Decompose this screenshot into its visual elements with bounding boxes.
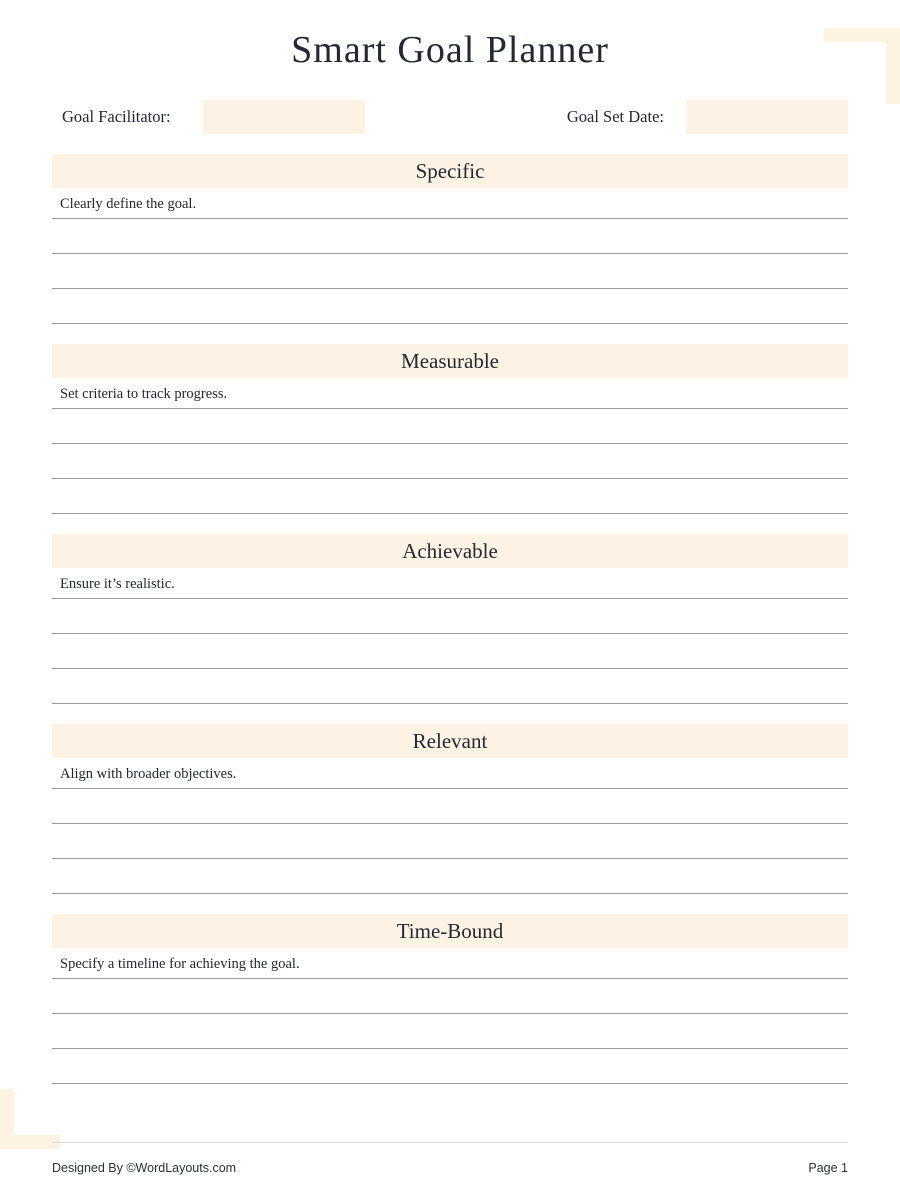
page-title: Smart Goal Planner <box>291 29 609 71</box>
answer-space[interactable] <box>52 634 848 668</box>
section-prompt: Specify a timeline for achieving the goal. <box>60 956 300 972</box>
section-achievable <box>52 534 848 704</box>
answer-space[interactable] <box>52 409 848 443</box>
answer-space[interactable] <box>52 789 848 823</box>
answer-space[interactable] <box>52 824 848 858</box>
section-relevant <box>52 724 848 894</box>
answer-line[interactable] <box>52 323 848 324</box>
answer-space[interactable] <box>52 859 848 893</box>
answer-space[interactable] <box>52 254 848 288</box>
answer-line[interactable] <box>52 703 848 704</box>
answer-line[interactable] <box>52 893 848 894</box>
answer-line[interactable] <box>52 513 848 514</box>
section-prompt: Set criteria to track progress. <box>60 386 228 402</box>
goal-facilitator-label: Goal Facilitator: <box>62 107 171 126</box>
section-heading: Time-Bound <box>52 914 848 948</box>
section-prompt: Clearly define the goal. <box>60 196 197 212</box>
meta-row <box>52 100 848 134</box>
document-page <box>0 28 900 1193</box>
footer <box>52 1161 848 1175</box>
section-specific <box>52 154 848 324</box>
section-heading: Specific <box>52 154 848 188</box>
section-heading: Measurable <box>52 344 848 378</box>
section-prompt: Ensure it’s realistic. <box>60 576 175 592</box>
corner-decoration-bottom-left <box>0 1089 60 1149</box>
goal-set-date-field[interactable] <box>686 100 848 134</box>
footer-divider <box>52 1142 848 1143</box>
footer-page-number: Page 1 <box>808 1161 848 1175</box>
answer-space[interactable] <box>52 1049 848 1083</box>
section-heading: Relevant <box>52 724 848 758</box>
answer-space[interactable] <box>52 289 848 323</box>
answer-space[interactable] <box>52 444 848 478</box>
answer-space[interactable] <box>52 669 848 703</box>
section-time-bound <box>52 914 848 1084</box>
goal-set-date-label: Goal Set Date: <box>566 107 664 126</box>
answer-line[interactable] <box>52 1083 848 1084</box>
answer-space[interactable] <box>52 599 848 633</box>
answer-space[interactable] <box>52 219 848 253</box>
answer-space[interactable] <box>52 1014 848 1048</box>
answer-space[interactable] <box>52 479 848 513</box>
goal-facilitator-field[interactable] <box>203 100 365 134</box>
section-measurable <box>52 344 848 514</box>
answer-space[interactable] <box>52 979 848 1013</box>
section-heading: Achievable <box>52 534 848 568</box>
section-prompt: Align with broader objectives. <box>60 766 237 782</box>
footer-credit: Designed By ©WordLayouts.com <box>52 1161 237 1175</box>
